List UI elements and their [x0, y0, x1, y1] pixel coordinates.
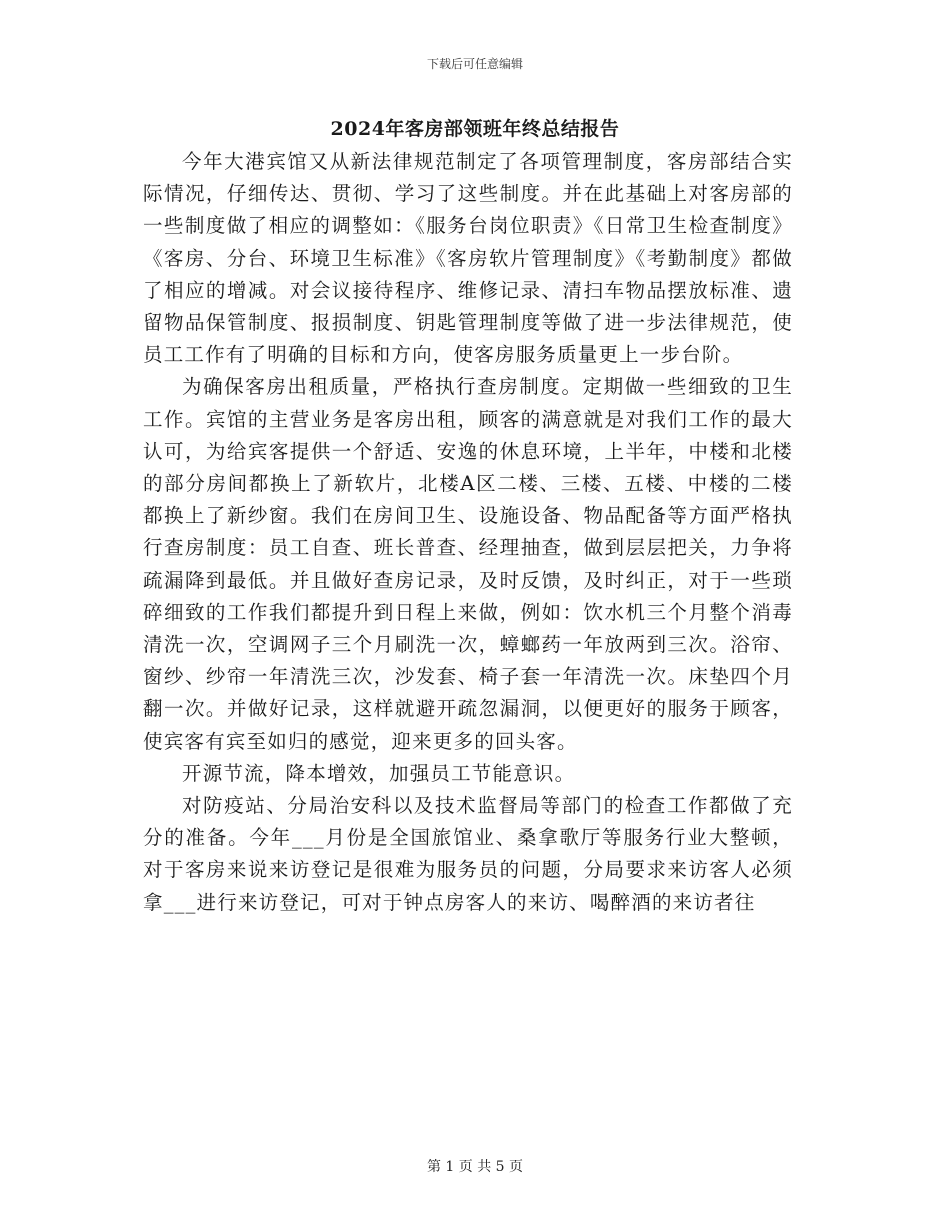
- paragraph-2: 为确保客房出租质量，严格执行查房制度。定期做一些细致的卫生工作。宾馆的主营业务是客房出租，顾客的满意就是对我们工作的最大认可，为给宾客提供一个舒适、安逸的休息环境，上半年，中楼和北楼的部分房间都换上了新软片，北楼A区二楼、三楼、五楼、中楼的二楼都换上了新纱窗。我们在房间卫生、设施设备、物品配备等方面严格执行查房制度：员工自查、班长普查、经理抽查，做到层层把关，力争将疏漏降到最低。并且做好查房记录，及时反馈，及时纠正，对于一些琐碎细致的工作我们都提升到日程上来做，例如：饮水机三个月整个消毒清洗一次，空调网子三个月刷洗一次，蟑螂药一年放两到三次。浴帘、窗纱、纱帘一年清洗三次，沙发套、椅子套一年清洗一次。床垫四个月翻一次。并做好记录，这样就避开疏忽漏洞，以便更好的服务于顾客，使宾客有宾至如归的感觉，迎来更多的回头客。: [143, 375, 793, 753]
- paragraph-1: 今年大港宾馆又从新法律规范制定了各项管理制度，客房部结合实际情况，仔细传达、贯彻、学习了这些制度。并在此基础上对客房部的一些制度做了相应的调整如：《服务台岗位职责》《日常卫生检查制度》《客房、分台、环境卫生标准》《客房软片管理制度》《考勤制度》都做了相应的增减。对会议接待程序、维修记录、清扫车物品摆放标准、遗留物品保管制度、报损制度、钥匙管理制度等做了进一步法律规范，使员工工作有了明确的目标和方向，使客房服务质量更上一步台阶。: [143, 150, 793, 367]
- page-footer: 第 1 页 共 5 页: [426, 1159, 524, 1175]
- document-title: 2024年客房部领班年终总结报告: [330, 118, 620, 140]
- document-body: [143, 146, 793, 919]
- page-header-note: 下载后可任意编辑: [426, 57, 523, 71]
- paragraph-4: 对防疫站、分局治安科以及技术监督局等部门的检查工作都做了充分的准备。今年___月份是全国旅馆业、桑拿歌厅等服务行业大整顿，对于客房来说来访登记是很难为服务员的问题，分局要求来访客人必须拿___进行来访登记，可对于钟点房客人的来访、喝醉酒的来访者往: [143, 794, 793, 914]
- paragraph-3: 开源节流，降本增效，加强员工节能意识。: [182, 761, 576, 785]
